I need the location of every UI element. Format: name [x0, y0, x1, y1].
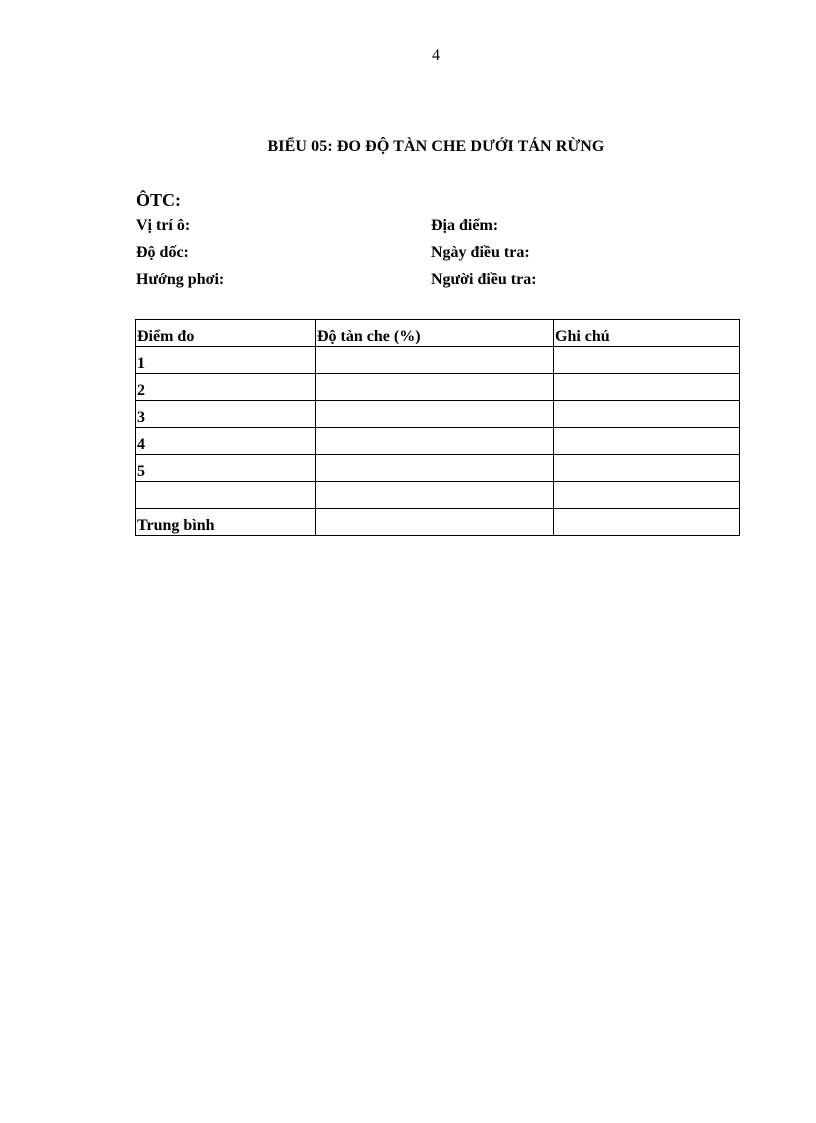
field-vi-tri-o: Vị trí ô:: [136, 217, 191, 234]
table-row: [136, 347, 740, 374]
table-cell-point: 2: [136, 374, 316, 401]
table-cell-note: [554, 374, 740, 401]
table-cell-cover: [316, 455, 554, 482]
table-cell-note: [554, 428, 740, 455]
field-nguoi-dieu-tra: Người điều tra:: [431, 271, 537, 288]
table-cell-cover: [316, 509, 554, 536]
table-cell-note: [554, 347, 740, 374]
table-cell-note: [554, 455, 740, 482]
table-cell-note: [554, 509, 740, 536]
table-header-row: [136, 320, 740, 347]
table-cell-cover: [316, 401, 554, 428]
table-cell-note: [554, 401, 740, 428]
table-row: [136, 374, 740, 401]
table-cell-cover: [316, 482, 554, 509]
document-title: BIỂU 05: ĐO ĐỘ TÀN CHE DƯỚI TÁN RỪNG: [267, 138, 605, 155]
table-row-average: [136, 509, 740, 536]
table-cell-cover: [316, 347, 554, 374]
table-cell-point: 4: [136, 428, 316, 455]
table-cell-point: 3: [136, 401, 316, 428]
table-cell-cover: [316, 428, 554, 455]
header-do-tan-che: Độ tàn che (%): [316, 320, 554, 347]
field-do-doc: Độ dốc:: [136, 244, 189, 261]
table-cell-point: 1: [136, 347, 316, 374]
header-diem-do: Điểm đo: [136, 320, 316, 347]
canopy-cover-table: [135, 319, 740, 536]
table-row: [136, 455, 740, 482]
field-ngay-dieu-tra: Ngày điều tra:: [431, 244, 530, 261]
table-cell-point: [136, 482, 316, 509]
header-ghi-chu: Ghi chú: [554, 320, 740, 347]
table-row: [136, 401, 740, 428]
field-dia-diem: Địa điểm:: [431, 217, 499, 234]
table-cell-average-label: Trung bình: [136, 509, 316, 536]
table-cell-point: 5: [136, 455, 316, 482]
table-row: [136, 482, 740, 509]
table-cell-cover: [316, 374, 554, 401]
table-row: [136, 428, 740, 455]
table-cell-note: [554, 482, 740, 509]
otc-label: ÔTC:: [136, 190, 181, 210]
page-number: 4: [432, 47, 440, 64]
field-huong-phoi: Hướng phơi:: [136, 271, 225, 288]
